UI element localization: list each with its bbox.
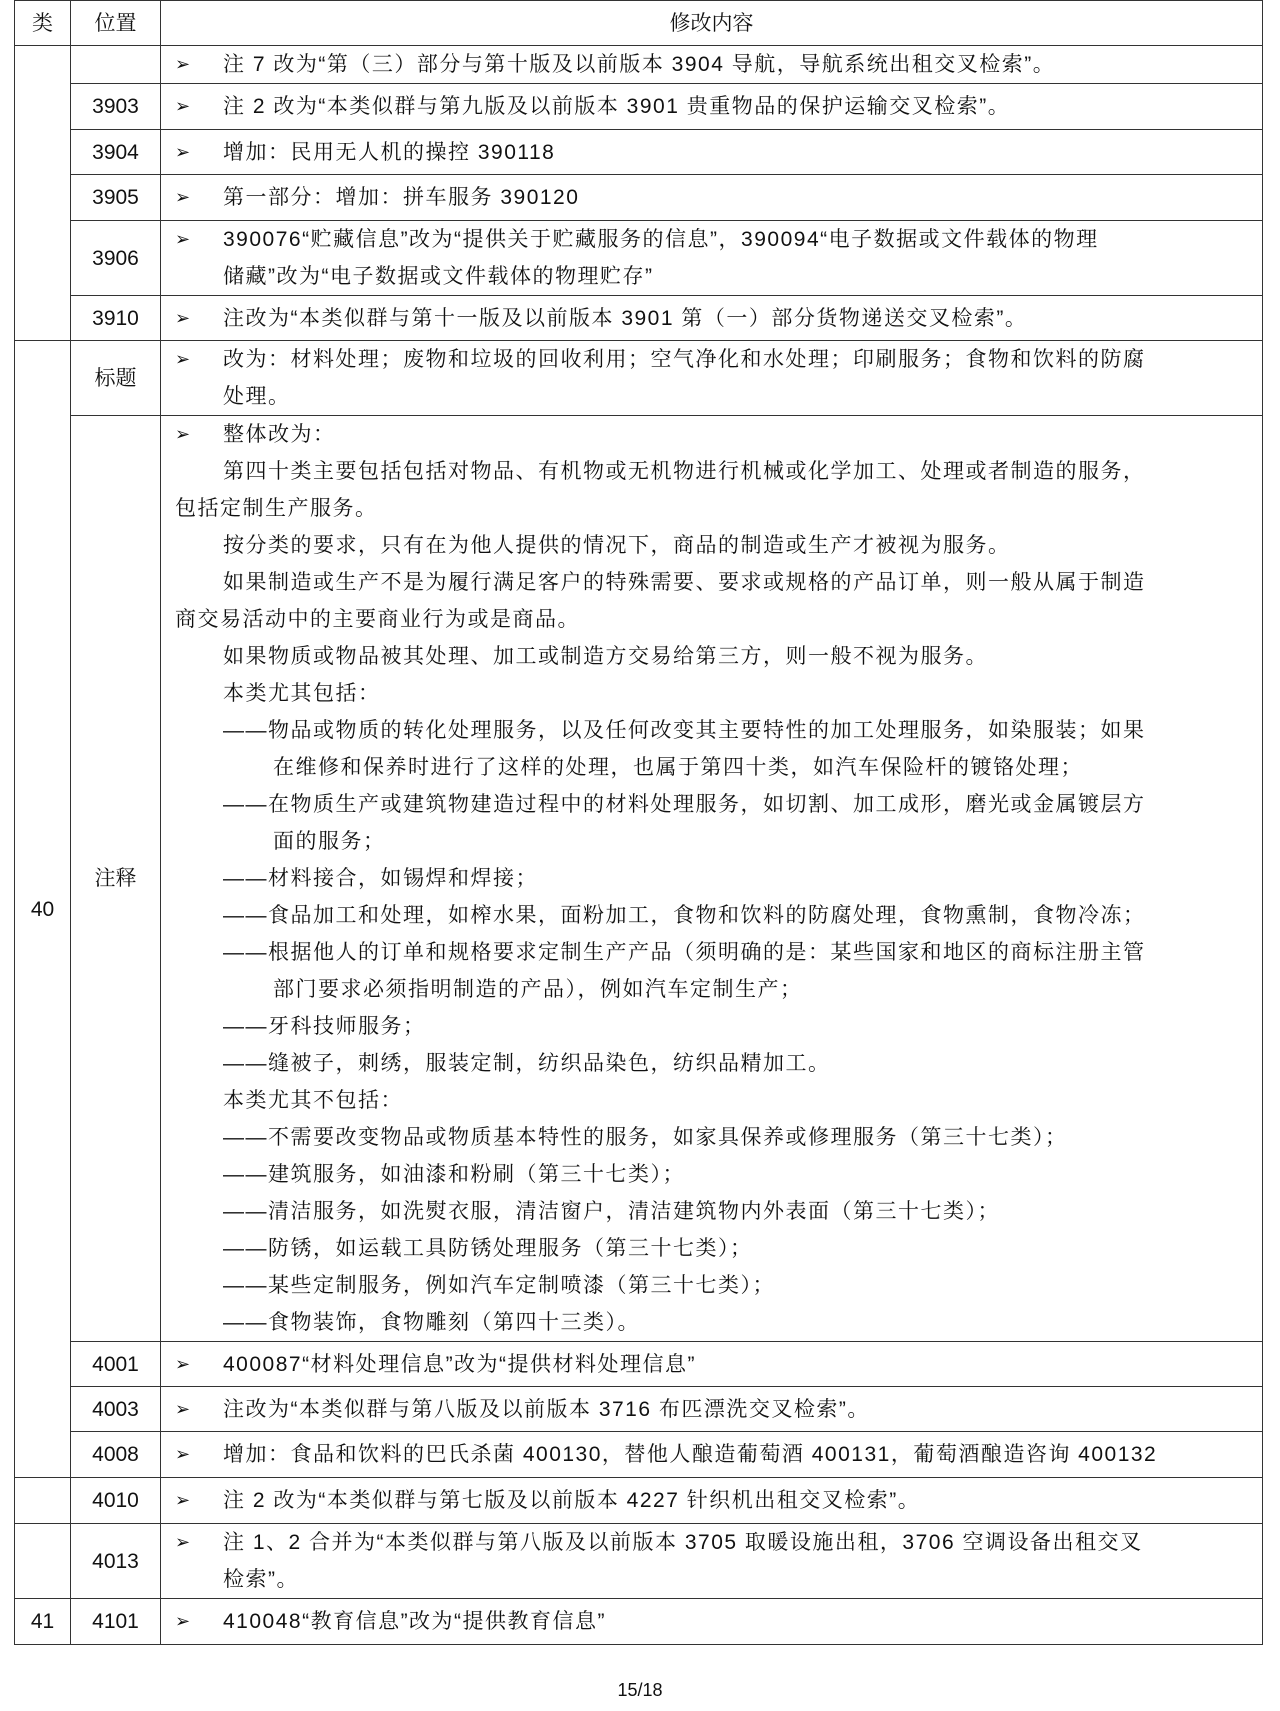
amendment-table [14, 0, 1263, 1645]
bullet-line [161, 1436, 1262, 1473]
line-text: ——不需要改变物品或物质基本特性的服务，如家具保养或修理服务（第三十七类）； [223, 1126, 1068, 1149]
bullet-line [161, 341, 1262, 378]
line-text: ——某些定制服务，例如汽车定制喷漆（第三十七类）； [223, 1274, 775, 1297]
header-position: 位置 [71, 1, 161, 46]
line-text: 整体改为： [223, 423, 336, 446]
dash-line [161, 1193, 1262, 1230]
dash-line [161, 1008, 1262, 1045]
class-cell [15, 1478, 71, 1524]
para-line [161, 564, 1262, 601]
content-cell [161, 130, 1263, 175]
content-cell [161, 221, 1263, 296]
line-text: ——食品加工和处理，如榨水果，面粉加工，食物和饮料的防腐处理，食物熏制，食物冷冻； [223, 904, 1146, 927]
table-row [15, 1599, 1263, 1645]
table-body [15, 46, 1263, 1645]
position-cell: 3906 [71, 221, 161, 296]
table-row [15, 175, 1263, 221]
content-cell [161, 1478, 1263, 1524]
position-cell: 3905 [71, 175, 161, 221]
position-cell: 4003 [71, 1387, 161, 1432]
content-cell [161, 1599, 1263, 1645]
class-cell [15, 46, 71, 341]
dash-line [161, 934, 1262, 971]
line-text: 第一部分：增加：拼车服务 390120 [223, 186, 580, 209]
position-cell: 3904 [71, 130, 161, 175]
line-text: 增加：食品和饮料的巴氏杀菌 400130，替他人酿造葡萄酒 400131，葡萄酒酿造咨询 400132 [223, 1443, 1158, 1466]
table-row [15, 84, 1263, 130]
line-text: ——清洁服务，如洗熨衣服，清洁窗户，清洁建筑物内外表面（第三十七类）； [223, 1200, 1000, 1223]
table-row [15, 130, 1263, 175]
line-text: 增加：民用无人机的操控 390118 [223, 140, 556, 164]
bullet-line [161, 258, 1262, 295]
bullet-line [161, 1346, 1262, 1383]
content-cell [161, 296, 1263, 341]
arrow-bullet-icon: ➢ [175, 349, 192, 369]
line-text: ——牙科技师服务； [223, 1015, 426, 1038]
class-cell: 41 [15, 1599, 71, 1645]
line-text: 面的服务； [273, 830, 386, 853]
line-text: ——防锈，如运载工具防锈处理服务（第三十七类）； [223, 1237, 753, 1260]
dash-line [161, 1267, 1262, 1304]
dash-line [161, 1304, 1262, 1341]
line-text: 注 1、2 合并为“本类似群与第八版及以前版本 3705 取暖设施出租，3706 空调设备出租交叉 [223, 1531, 1143, 1554]
arrow-bullet-icon: ➢ [175, 187, 192, 207]
content-cell [161, 46, 1263, 84]
class-cell [15, 1524, 71, 1599]
line-text: 商交易活动中的主要商业行为或是商品。 [175, 608, 580, 631]
bullet-line [161, 1391, 1262, 1428]
page-number: 15/18 [617, 1680, 663, 1700]
content-cell [161, 84, 1263, 130]
line-text: 按分类的要求，只有在为他人提供的情况下，商品的制造或生产才被视为服务。 [223, 534, 1011, 557]
arrow-bullet-icon: ➢ [175, 1490, 192, 1510]
content-cell [161, 175, 1263, 221]
line-text: ——食物装饰，食物雕刻（第四十三类）。 [223, 1311, 640, 1334]
arrow-bullet-icon: ➢ [175, 229, 192, 249]
header-class: 类 [15, 1, 71, 46]
line-text: 410048“教育信息”改为“提供教育信息” [223, 1610, 607, 1633]
position-cell: 4013 [71, 1524, 161, 1599]
bullet-line [161, 1482, 1262, 1519]
arrow-bullet-icon: ➢ [175, 424, 192, 444]
line-text: 本类尤其包括： [223, 682, 381, 705]
line-text: 400087“材料处理信息”改为“提供材料处理信息” [223, 1352, 697, 1376]
arrow-bullet-icon: ➢ [175, 54, 192, 74]
dash-line [161, 712, 1262, 749]
position-cell [71, 46, 161, 84]
bullet-line [161, 1524, 1262, 1561]
dash-line [161, 823, 1262, 860]
bullet-line [161, 46, 1262, 83]
table-row [15, 1432, 1263, 1478]
line-text: 第四十类主要包括包括对物品、有机物或无机物进行机械或化学加工、处理或者制造的服务， [223, 460, 1146, 483]
content-cell [161, 1432, 1263, 1478]
dash-line [161, 971, 1262, 1008]
content-cell [161, 1387, 1263, 1432]
line-text: 在维修和保养时进行了这样的处理，也属于第四十类，如汽车保险杆的镀铬处理； [273, 756, 1083, 779]
bullet-line [161, 1603, 1262, 1640]
arrow-bullet-icon: ➢ [175, 307, 192, 328]
bullet-line [161, 179, 1262, 216]
para-line [161, 527, 1262, 564]
position-cell: 3903 [71, 84, 161, 130]
para-line [161, 601, 1262, 638]
table-row [15, 1387, 1263, 1432]
line-text: 本类尤其不包括： [223, 1089, 403, 1112]
dash-line [161, 1045, 1262, 1082]
arrow-bullet-icon: ➢ [175, 1611, 192, 1631]
content-cell [161, 1342, 1263, 1387]
table-row [15, 416, 1263, 1342]
table-row [15, 1478, 1263, 1524]
line-text: 储藏”改为“电子数据或文件载体的物理贮存” [223, 265, 654, 288]
table-row [15, 341, 1263, 416]
bullet-line [161, 221, 1262, 258]
para-line [161, 675, 1262, 712]
line-text: 处理。 [223, 385, 291, 408]
bullet-line [161, 134, 1262, 171]
position-cell: 标题 [71, 341, 161, 416]
table-row [15, 296, 1263, 341]
position-cell: 4101 [71, 1599, 161, 1645]
line-text: 注改为“本类似群与第十一版及以前版本 3901 第（一）部分货物递送交叉检索”。 [223, 306, 1028, 330]
dash-line [161, 897, 1262, 934]
dash-line [161, 860, 1262, 897]
table-row [15, 1524, 1263, 1599]
arrow-bullet-icon: ➢ [175, 1444, 192, 1464]
position-cell: 注释 [71, 416, 161, 1342]
arrow-bullet-icon: ➢ [175, 1398, 192, 1419]
table-header-row [15, 1, 1263, 46]
dash-line [161, 749, 1262, 786]
line-text: 390076“贮藏信息”改为“提供关于贮藏服务的信息”，390094“电子数据或文件载体的物理 [223, 228, 1099, 251]
para-line [161, 490, 1262, 527]
position-cell: 4001 [71, 1342, 161, 1387]
line-text: ——缝被子，刺绣，服装定制，纺织品染色，纺织品精加工。 [223, 1052, 831, 1075]
line-text: 注 7 改为“第（三）部分与第十版及以前版本 3904 导航，导航系统出租交叉检索”。 [223, 53, 1056, 76]
position-cell: 4010 [71, 1478, 161, 1524]
bullet-line [161, 378, 1262, 415]
position-cell: 3910 [71, 296, 161, 341]
line-text: 检索”。 [223, 1568, 299, 1591]
line-text: 如果制造或生产不是为履行满足客户的特殊需要、要求或规格的产品订单，则一般从属于制造 [223, 571, 1146, 594]
bullet-line [161, 416, 1262, 453]
line-text: ——物品或物质的转化处理服务，以及任何改变其主要特性的加工处理服务，如染服装；如果 [223, 719, 1146, 742]
line-text: ——材料接合，如锡焊和焊接； [223, 867, 538, 890]
line-text: ——根据他人的订单和规格要求定制生产产品（须明确的是：某些国家和地区的商标注册主管 [223, 941, 1146, 964]
bullet-line [161, 1561, 1262, 1598]
arrow-bullet-icon: ➢ [175, 1353, 192, 1374]
bullet-line [161, 300, 1262, 337]
content-cell [161, 1524, 1263, 1599]
bullet-line [161, 88, 1262, 125]
line-text: 如果物质或物品被其处理、加工或制造方交易给第三方，则一般不视为服务。 [223, 645, 988, 668]
dash-line [161, 1156, 1262, 1193]
table-row [15, 1342, 1263, 1387]
class-cell: 40 [15, 341, 71, 1478]
para-line [161, 638, 1262, 675]
arrow-bullet-icon: ➢ [175, 1532, 192, 1552]
dash-line [161, 1230, 1262, 1267]
arrow-bullet-icon: ➢ [175, 141, 192, 162]
content-cell [161, 416, 1263, 1342]
header-content: 修改内容 [161, 1, 1263, 46]
line-text: 改为：材料处理；废物和垃圾的回收利用；空气净化和水处理；印刷服务；食物和饮料的防腐 [223, 348, 1146, 371]
para-line [161, 1082, 1262, 1119]
dash-line [161, 786, 1262, 823]
position-cell: 4008 [71, 1432, 161, 1478]
table-row [15, 46, 1263, 84]
line-text: 部门要求必须指明制造的产品），例如汽车定制生产； [273, 978, 803, 1001]
line-text: ——在物质生产或建筑物建造过程中的材料处理服务，如切割、加工成形，磨光或金属镀层方 [223, 793, 1146, 816]
para-line [161, 453, 1262, 490]
dash-line [161, 1119, 1262, 1156]
line-text: 注 2 改为“本类似群与第七版及以前版本 4227 针织机出租交叉检索”。 [223, 1489, 921, 1512]
line-text: 包括定制生产服务。 [175, 497, 378, 520]
line-text: 注 2 改为“本类似群与第九版及以前版本 3901 贵重物品的保护运输交叉检索”。 [223, 95, 1011, 118]
content-cell [161, 341, 1263, 416]
table-row [15, 221, 1263, 296]
line-text: ——建筑服务，如油漆和粉刷（第三十七类）； [223, 1163, 685, 1186]
arrow-bullet-icon: ➢ [175, 96, 192, 116]
line-text: 注改为“本类似群与第八版及以前版本 3716 布匹漂洗交叉检索”。 [223, 1397, 870, 1421]
